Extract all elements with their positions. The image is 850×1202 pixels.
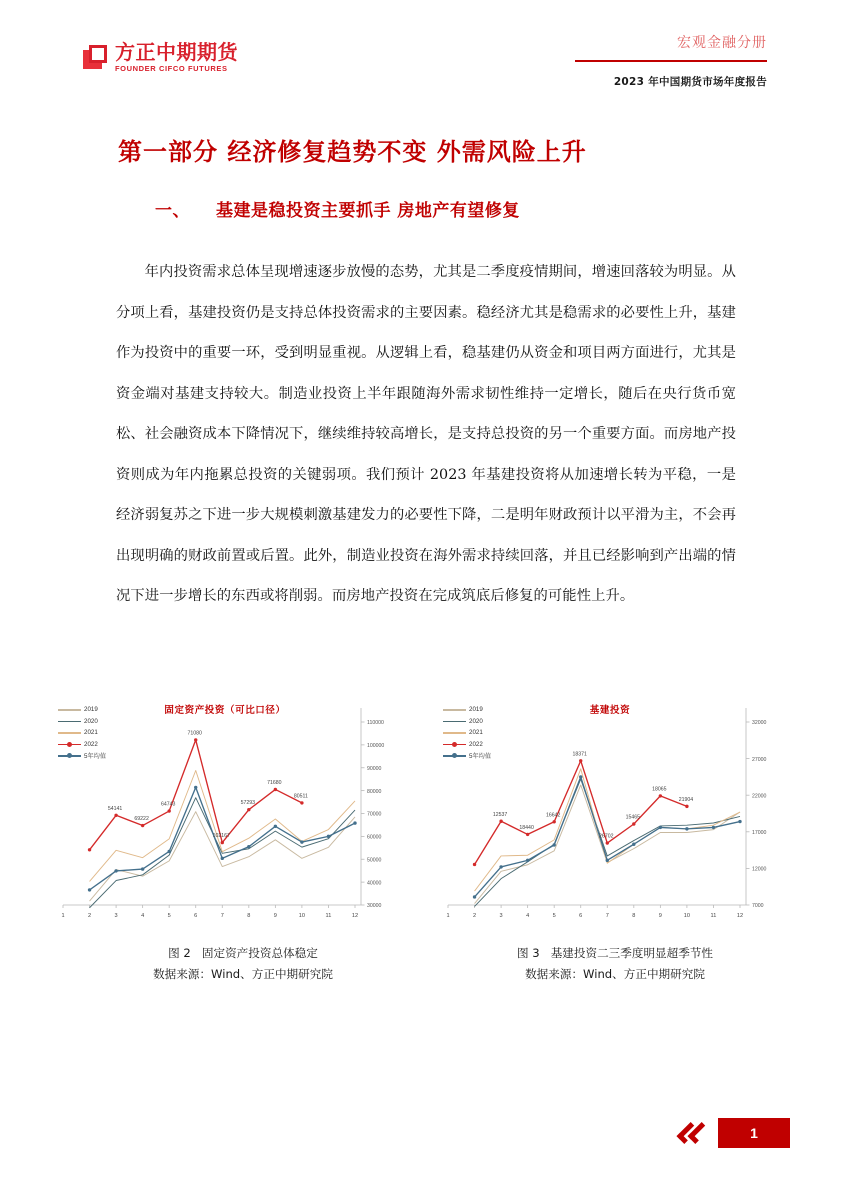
svg-text:100000: 100000 <box>367 743 385 750</box>
svg-text:80511: 80511 <box>293 793 308 800</box>
svg-text:4: 4 <box>526 913 530 919</box>
svg-text:12: 12 <box>351 913 359 919</box>
svg-text:54141: 54141 <box>107 805 123 812</box>
legend-swatch-icon <box>443 740 466 749</box>
page-header <box>0 0 850 112</box>
svg-text:9: 9 <box>658 913 662 919</box>
svg-text:6: 6 <box>194 913 198 919</box>
legend-swatch-icon <box>58 740 81 749</box>
page-number-badge: 1 <box>718 1118 790 1148</box>
section-heading: 基建是稳投资主要抓手 房地产有望修复 <box>216 201 520 221</box>
svg-text:57293: 57293 <box>240 800 256 807</box>
svg-text:15465: 15465 <box>625 814 641 821</box>
figure-3-text: 基建投资二三季度明显超季节性 <box>550 946 714 960</box>
svg-text:11: 11 <box>710 913 717 919</box>
legend-swatch-icon <box>443 705 466 714</box>
legend-label: 2019 <box>84 706 98 714</box>
figure-2-source: 数据来源：Wind、方正中期研究院 <box>153 967 333 981</box>
section-number: 一、 <box>155 201 190 221</box>
svg-text:10: 10 <box>683 913 691 919</box>
svg-text:7: 7 <box>605 913 609 919</box>
svg-text:10: 10 <box>298 913 306 919</box>
svg-text:60000: 60000 <box>367 834 382 841</box>
svg-text:1: 1 <box>61 913 65 919</box>
legend-swatch-icon <box>443 751 466 760</box>
legend-item-5年均值 <box>58 750 106 762</box>
svg-text:71680: 71680 <box>267 779 282 786</box>
legend-label: 2021 <box>84 729 98 737</box>
legend-item-2019 <box>443 704 491 716</box>
svg-text:1: 1 <box>446 913 450 919</box>
legend-item-2021 <box>58 727 106 739</box>
legend-swatch-icon <box>443 717 466 726</box>
svg-text:3: 3 <box>114 913 118 919</box>
svg-text:18065: 18065 <box>652 786 667 793</box>
svg-text:69222: 69222 <box>134 816 149 823</box>
chart-infrastructure-investment <box>440 700 780 945</box>
svg-text:18371: 18371 <box>572 751 587 758</box>
svg-text:80000: 80000 <box>367 788 382 795</box>
svg-text:12000: 12000 <box>752 866 767 873</box>
svg-text:8: 8 <box>247 913 251 919</box>
legend-swatch-icon <box>58 751 81 760</box>
legend-swatch-icon <box>443 728 466 737</box>
svg-text:5: 5 <box>167 913 171 919</box>
svg-text:6: 6 <box>579 913 583 919</box>
legend-item-5年均值 <box>443 750 491 762</box>
legend-label: 5年均值 <box>469 753 492 761</box>
svg-text:12: 12 <box>736 913 744 919</box>
legend-item-2022 <box>58 739 106 751</box>
svg-text:17000: 17000 <box>752 830 767 836</box>
svg-text:40000: 40000 <box>367 880 382 887</box>
chart-legend-left <box>58 704 106 762</box>
svg-text:8: 8 <box>632 913 636 919</box>
svg-text:9: 9 <box>273 913 277 919</box>
svg-text:5: 5 <box>552 913 556 919</box>
figure-2-text: 固定资产投资总体稳定 <box>201 946 318 960</box>
legend-label: 2021 <box>469 729 483 737</box>
legend-item-2019 <box>58 704 106 716</box>
chart-legend-right <box>443 704 491 762</box>
svg-text:70000: 70000 <box>367 811 382 818</box>
svg-text:11: 11 <box>325 913 332 919</box>
legend-item-2021 <box>443 727 491 739</box>
logo-name-en: FOUNDER CIFCO FUTURES <box>115 64 228 73</box>
svg-text:21904: 21904 <box>678 796 694 803</box>
page-footer <box>682 1116 790 1150</box>
legend-label: 2022 <box>469 740 483 748</box>
part-title: 第一部分 经济修复趋势不变 外需风险上升 <box>118 138 587 166</box>
svg-text:3: 3 <box>499 913 503 919</box>
legend-label: 2019 <box>469 706 483 714</box>
svg-text:50000: 50000 <box>367 857 382 864</box>
svg-text:30000: 30000 <box>367 903 382 910</box>
legend-label: 5年均值 <box>84 753 107 761</box>
svg-text:4: 4 <box>141 913 145 919</box>
legend-swatch-icon <box>58 705 81 714</box>
header-title: 宏观金融分册 <box>677 35 767 51</box>
legend-label: 2020 <box>84 717 98 725</box>
legend-item-2020 <box>58 716 106 728</box>
svg-text:16642: 16642 <box>545 812 561 819</box>
svg-text:7000: 7000 <box>752 903 764 910</box>
figure-3-number: 图 3 <box>516 946 540 960</box>
svg-text:2: 2 <box>472 913 477 919</box>
double-chevron-left-icon <box>682 1120 712 1146</box>
svg-text:90000: 90000 <box>367 765 382 772</box>
svg-text:26702: 26702 <box>599 833 614 840</box>
legend-label: 2020 <box>469 717 483 725</box>
svg-text:71080: 71080 <box>187 730 202 737</box>
legend-swatch-icon <box>58 728 81 737</box>
header-divider <box>575 60 767 62</box>
chart-title-right: 基建投资 <box>589 705 631 716</box>
legend-item-2020 <box>443 716 491 728</box>
svg-text:102167: 102167 <box>212 833 230 840</box>
figure-2-number: 图 2 <box>168 946 191 960</box>
header-subtitle: 2023 年中国期货市场年度报告 <box>613 75 767 88</box>
svg-text:7: 7 <box>220 913 224 919</box>
caption-figure-3 <box>400 943 830 985</box>
svg-text:18440: 18440 <box>519 824 534 831</box>
logo-mark-icon <box>83 45 108 70</box>
legend-swatch-icon <box>58 717 81 726</box>
svg-text:110000: 110000 <box>367 720 384 727</box>
body-paragraph: 年内投资需求总体呈现增速逐步放慢的态势，尤其是二季度疫情期间，增速回落较为明显。从分项上看，基建投资仍是支持总体投资需求的主要因素。稳经济尤其是稳需求的必要性上升，基建作为投资中的重要一环，受到明显重视。从逻辑上看，稳基建仍从资金和项目两方面进行，尤其是资金端对基建支持较大。制造业投资上半年跟随海外需求韧性维持一定增长，随后在央行货币宽松、社会融资成本下降情况下，继续维持较高增长，是支持总投资的另一个重要方面。而房地产投资则成为年内拖累总投资的关键弱项。我们预计 2023 年基建投资将从加速增长转为平稳，一是经济弱复苏之下进一步大规模刺激基建发力的必要性下降，二是明年财政预计以平滑为主，不会再出现明确的财政前置或后置。此外，制造业投资在海外需求持续回落，并且已经影响到产出端的情况下进一步增长的东西或将削弱。而房地产投资在完成筑底后修复的可能性上升。 <box>116 264 736 604</box>
legend-item-2022 <box>443 739 491 751</box>
figure-3-source: 数据来源：Wind、方正中期研究院 <box>525 967 705 981</box>
caption-figure-2 <box>28 943 458 985</box>
legend-label: 2022 <box>84 740 98 748</box>
svg-text:27000: 27000 <box>752 756 767 763</box>
svg-text:12537: 12537 <box>492 811 508 818</box>
section-title <box>155 196 520 221</box>
company-logo <box>83 42 238 73</box>
svg-text:2: 2 <box>87 913 92 919</box>
svg-text:22000: 22000 <box>752 793 767 800</box>
chart-fixed-asset-investment <box>55 700 395 945</box>
svg-text:32000: 32000 <box>752 720 767 727</box>
logo-name-cn: 方正中期期货 <box>115 40 238 64</box>
header-right-block <box>575 34 767 89</box>
svg-text:64743: 64743 <box>160 801 176 808</box>
chart-title-left: 固定资产投资（可比口径） <box>164 705 286 716</box>
